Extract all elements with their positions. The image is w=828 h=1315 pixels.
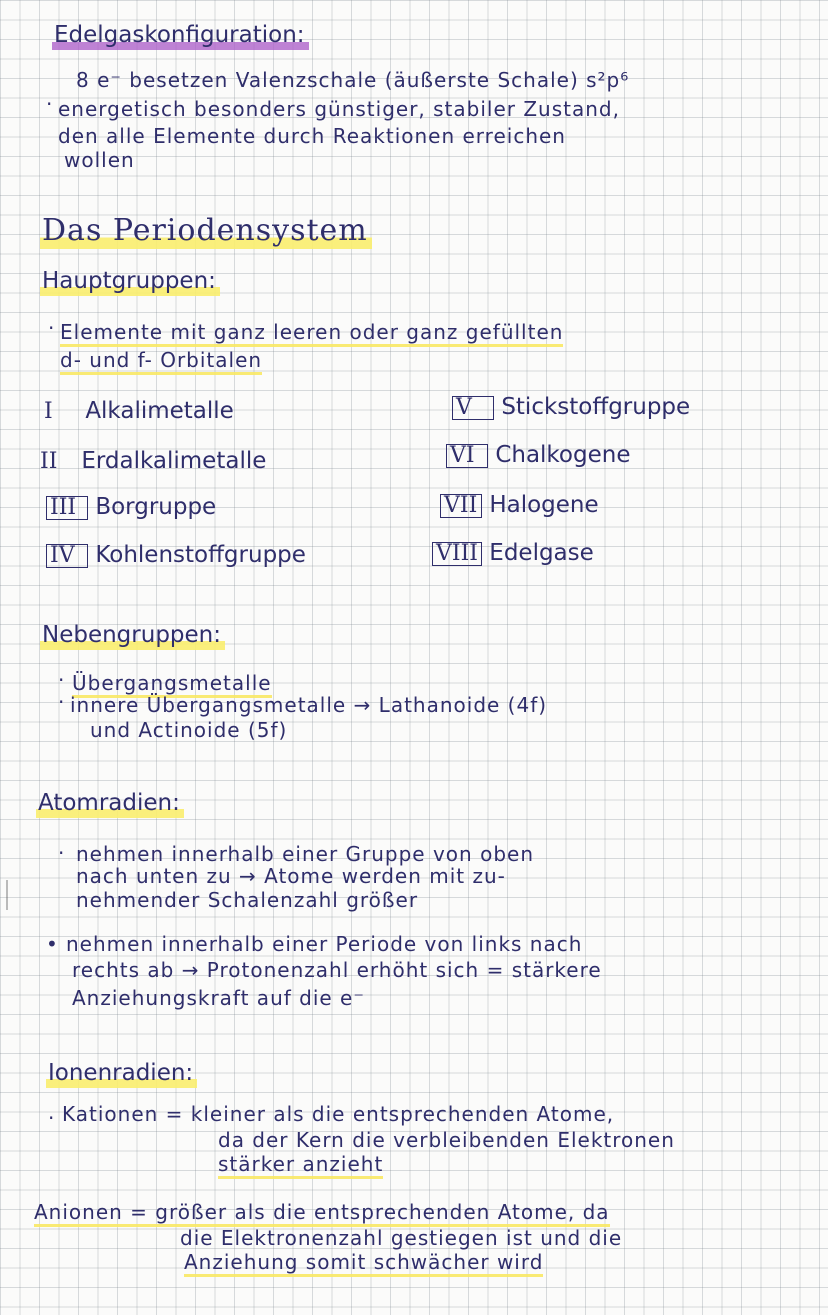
page-edge-mark [0,880,8,910]
group-item [46,496,216,520]
atomradien-b1-line-2: nach unten zu → Atome werden mit zu- [76,864,506,888]
atomradien-b2-line-1: nehmen innerhalb einer Periode von links nach [66,932,583,956]
group-item [446,444,630,468]
hauptgruppen-line-1: Elemente mit ganz leeren oder ganz gefüllten [60,322,563,342]
group-item [40,450,266,473]
nebengruppen-heading: Nebengruppen: [40,624,225,650]
group-number: VI [446,444,488,468]
atomradien-b1-line-3: nehmender Schalenzahl größer [76,888,419,912]
group-name: Stickstoffgruppe [501,394,691,420]
group-item [46,544,306,568]
atomradien-b2-line-3: Anziehungskraft auf die e⁻ [72,986,365,1010]
group-number: VII [440,494,482,518]
group-number: II [40,449,58,474]
atomradien-b1-line-1: nehmen innerhalb einer Gruppe von oben [76,842,534,866]
anionen-line-2: die Elektronenzahl gestiegen ist und die [180,1226,623,1250]
bullet: · [58,690,66,714]
atomradien-b2-line-2: rechts ab → Protonenzahl erhöht sich = stärkere [72,958,602,982]
group-number: I [44,399,53,424]
periodensystem-title: Das Periodensystem [40,216,372,249]
group-number: VIII [432,542,482,566]
bullet: · [48,316,56,340]
group-number: V [452,396,494,420]
nebengruppen-line-2: innere Übergangsmetalle → Lathanoide (4f) [70,693,548,717]
ionenradien-heading: Ionenradien: [46,1062,197,1088]
kationen-line-3: stärker anzieht [218,1154,383,1174]
edelgas-line-2: energetisch besonders günstiger, stabiler Zustand, [58,97,620,121]
nebengruppen-line-1: Übergangsmetalle [72,673,272,693]
group-name: Chalkogene [495,442,631,468]
group-name: Edelgase [489,540,594,566]
group-number: III [46,496,88,520]
group-name: Erdalkalimetalle [81,448,267,474]
bullet: · [58,841,66,865]
bullet: • [46,932,59,956]
bullet: · [58,668,66,692]
atomradien-heading: Atomradien: [36,792,184,818]
hauptgruppen-line-2: d- und f- Orbitalen [60,350,262,370]
group-item [432,542,594,566]
group-item [44,400,234,423]
kationen-line-2: da der Kern die verbleibenden Elektronen [218,1128,675,1152]
group-name: Borgruppe [95,494,217,520]
edelgas-line-4: wollen [64,148,135,172]
anionen-line-3: Anziehung somit schwächer wird [184,1252,543,1272]
nebengruppen-line-3: und Actinoide (5f) [90,718,288,742]
hauptgruppen-heading: Hauptgruppen: [40,270,220,296]
group-name: Alkalimetalle [85,398,234,424]
edelgas-line-1: 8 e⁻ besetzen Valenzschale (äußerste Schale) s²p⁶ [76,68,630,92]
group-item [440,494,599,518]
edelgas-line-3: den alle Elemente durch Reaktionen erreichen [58,124,566,148]
anionen-line-1: Anionen = größer als die entsprechenden Atome, da [34,1202,610,1222]
group-number: IV [46,544,88,568]
group-item [452,396,690,420]
bullet: · [48,1106,56,1130]
kationen-line-1: Kationen = kleiner als die entsprechenden Atome, [62,1102,615,1126]
group-name: Halogene [489,492,599,518]
edelgas-heading: Edelgaskonfiguration: [52,24,309,50]
bullet: · [46,92,54,116]
group-name: Kohlenstoffgruppe [95,542,306,568]
